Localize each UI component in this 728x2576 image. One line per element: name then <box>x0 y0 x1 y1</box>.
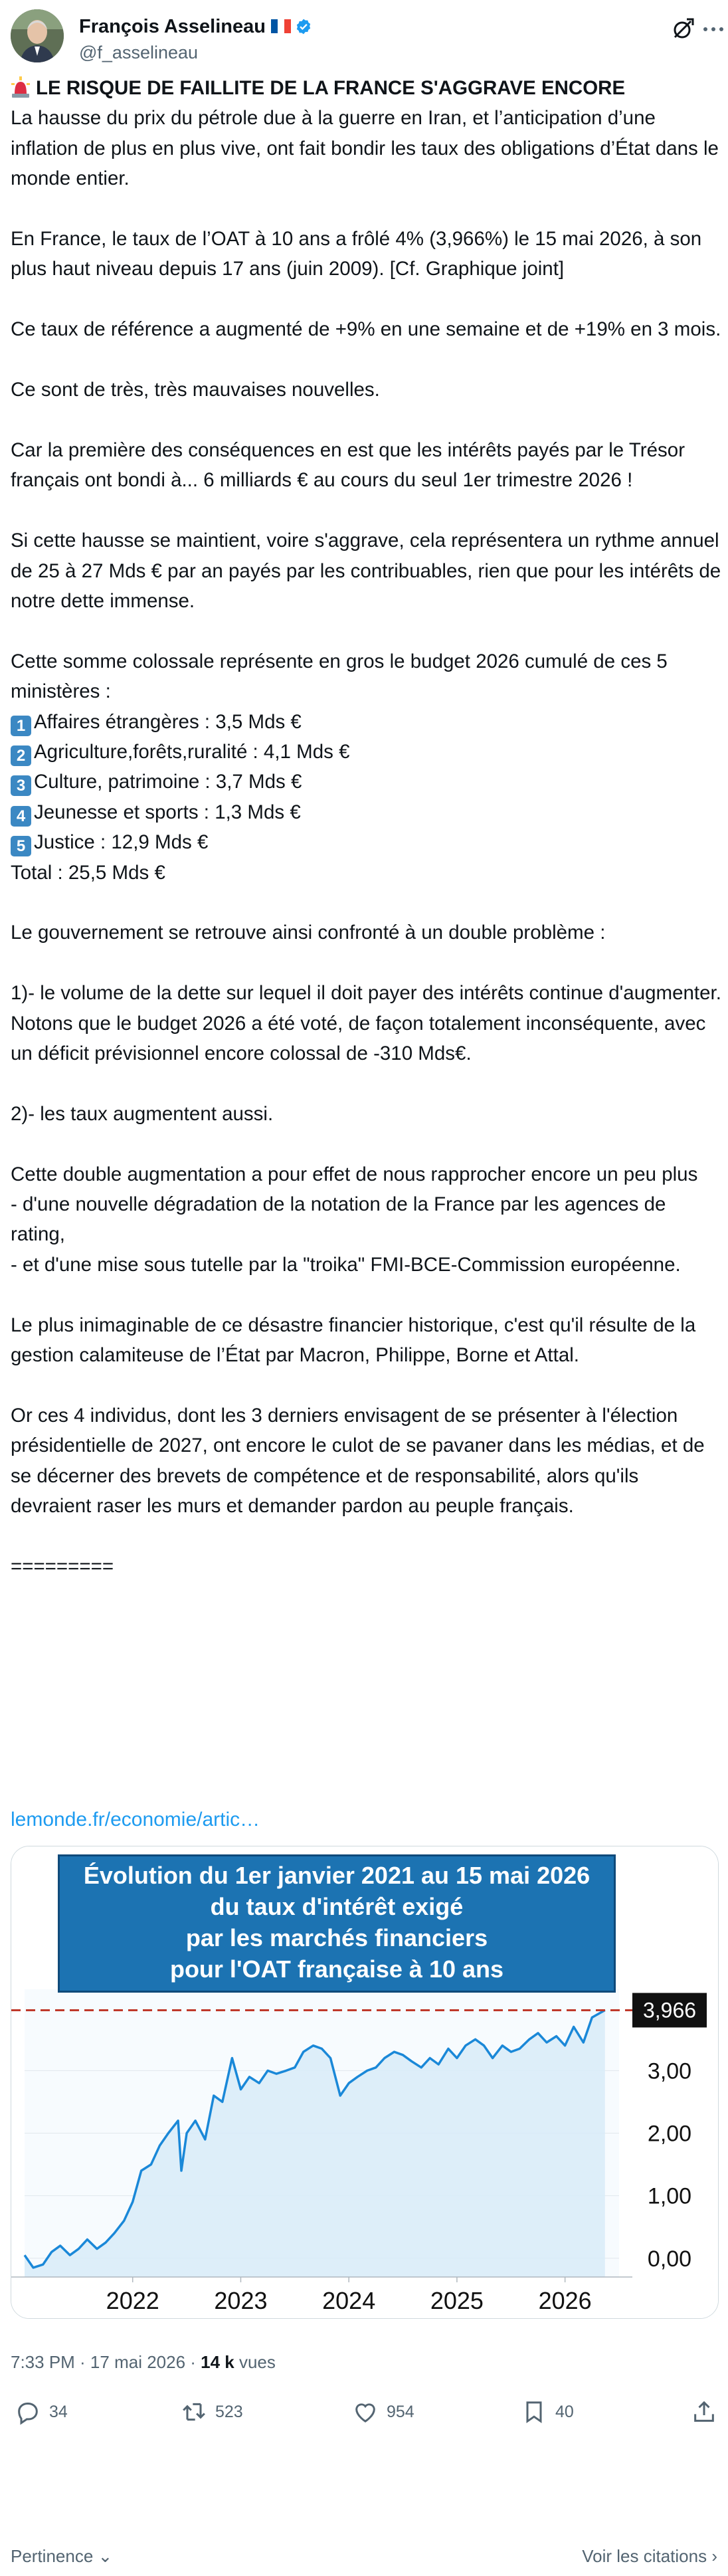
tweet-paragraph: Le plus inimaginable de ce désastre financier historique, c'est qu'il résulte de la gestion calamiteuse de l’État par Macron, Philippe, Borne et Attal. <box>11 1314 701 1367</box>
avatar[interactable] <box>11 9 64 62</box>
keycap-5-icon: 5 <box>11 836 31 856</box>
views-label: vues <box>234 2352 276 2372</box>
tweet-paragraph: Car la première des conséquences en est que les intérêts payés par le Trésor français ont bondi à... 6 milliards € au cours du seul 1er trimestre 2026 ! <box>11 439 691 492</box>
tweet-paragraph: 2)- les taux augmentent aussi. <box>11 1102 274 1125</box>
like-button[interactable] <box>352 2392 414 2432</box>
repost-count: 523 <box>215 2402 243 2421</box>
chevron-down-icon: ⌄ <box>93 2546 113 2566</box>
tweet-timestamp[interactable]: 7:33 PM · 17 mai 2026 · <box>11 2352 201 2372</box>
ministry-item: 2 Agriculture,forêts,ruralité : 4,1 Mds € <box>11 741 349 763</box>
repost-button[interactable] <box>181 2392 243 2432</box>
ministry-item: 4 Jeunesse et sports : 1,3 Mds € <box>11 801 301 823</box>
share-button[interactable] <box>691 2392 725 2432</box>
like-count: 954 <box>387 2402 414 2421</box>
tweet-title: LE RISQUE DE FAILLITE DE LA FRANCE S'AGGRAVE ENCORE <box>36 77 626 99</box>
sort-dropdown[interactable]: Pertinence ⌄ <box>11 2546 113 2566</box>
last-value-label: 3,966 <box>642 1998 697 2023</box>
france-flag-icon <box>271 19 291 33</box>
verified-badge-icon <box>295 18 312 35</box>
chart-image-card[interactable] <box>11 1846 719 2319</box>
tweet-paragraph: Ce taux de référence a augmenté de +9% en une semaine et de +19% en 3 mois. <box>11 318 721 341</box>
x-tick-label: 2024 <box>322 2287 376 2314</box>
separator-line: ========= <box>11 1555 114 1577</box>
y-tick-label: 0,00 <box>647 2246 692 2272</box>
repost-icon <box>181 2399 207 2425</box>
x-tick-label: 2022 <box>106 2287 159 2314</box>
ministry-item: 3 Culture, patrimoine : 3,7 Mds € <box>11 771 302 793</box>
share-icon <box>691 2399 717 2425</box>
chevron-right-icon: › <box>707 2546 717 2566</box>
action-bar <box>0 2392 728 2452</box>
bookmark-icon <box>521 2399 547 2425</box>
x-tick-label: 2025 <box>430 2287 484 2314</box>
keycap-4-icon: 4 <box>11 806 31 827</box>
police-light-icon <box>11 76 31 98</box>
tweet-intro: La hausse du prix du pétrole due à la guerre en Iran, et l’anticipation d’une inflation de plus en plus vive, ont fait bondir les taux des obligations d’État dans le monde entier. <box>11 107 725 190</box>
tweet-body <box>11 73 727 1581</box>
article-link[interactable]: lemonde.fr/economie/artic… <box>11 1809 260 1831</box>
tweet-paragraph: Or ces 4 individus, dont les 3 derniers envisagent de se présenter à l'élection présidentielle de 2027, ont encore le culot de se pavaner dans les médias, et de se décerner des brevets de compétence et de responsabilité, alors qu'ils devraient raser les murs et demander pardon au peuple français. <box>11 1404 710 1518</box>
ministry-item: 5 Justice : 12,9 Mds € <box>11 831 208 853</box>
chart-title: Évolution du 1er janvier 2021 au 15 mai 2026 du taux d'intérêt exigé par les marchés financiers pour l'OAT française à 10 ans <box>83 1862 591 1983</box>
grok-icon[interactable] <box>671 17 695 41</box>
tweet-header <box>11 9 717 62</box>
reply-icon <box>15 2399 41 2425</box>
tweet-paragraph: Si cette hausse se maintient, voire s'aggrave, cela représentera un rythme annuel de 25 à 27 Mds € par an payés par les contribuables, rien que pour les intérêts de notre dette immense. <box>11 530 727 612</box>
more-options-icon[interactable] <box>701 21 725 37</box>
x-tick-label: 2026 <box>538 2287 592 2314</box>
author-name[interactable]: François Asselineau <box>79 16 312 38</box>
keycap-3-icon: 3 <box>11 775 31 796</box>
ministry-item: 1 Affaires étrangères : 3,5 Mds € <box>11 711 302 733</box>
keycap-1-icon: 1 <box>11 716 31 736</box>
tweet-meta <box>11 2352 276 2373</box>
tweet-paragraph: Ce sont de très, très mauvaises nouvelles. <box>11 379 380 401</box>
reply-count: 34 <box>49 2402 68 2421</box>
tweet-paragraph: Cette double augmentation a pour effet de nous rapprocher encore un peu plus - d'une nouvelle dégradation de la notation de la France par les agences de rating, - et d'une mise sous tutelle par la "troika" FMI-BCE-Commission européenne. <box>11 1163 698 1276</box>
views-count: 14 k <box>201 2352 234 2372</box>
author-handle[interactable]: @f_asselineau <box>79 43 199 62</box>
y-tick-label: 2,00 <box>647 2121 692 2147</box>
bookmark-count: 40 <box>555 2402 574 2421</box>
tweet-paragraph: Le gouvernement se retrouve ainsi confronté à un double problème : <box>11 922 606 944</box>
bookmark-button[interactable] <box>521 2392 574 2432</box>
view-quotes-link[interactable]: Voir les citations › <box>582 2546 717 2566</box>
tweet-paragraph: 1)- le volume de la dette sur lequel il doit payer des intérêts continue d'augmenter. Notons que le budget 2026 a été voté, de façon totalement inconséquente, avec un déficit prévisionnel encore colossal de -310 Mds€. <box>11 982 721 1064</box>
ministry-total: Total : 25,5 Mds € <box>11 861 165 884</box>
heart-icon <box>352 2399 379 2425</box>
x-tick-label: 2023 <box>214 2287 268 2314</box>
y-tick-label: 3,00 <box>647 2058 692 2084</box>
y-tick-label: 1,00 <box>647 2183 692 2209</box>
keycap-2-icon: 2 <box>11 745 31 766</box>
tweet-paragraph: Cette somme colossale représente en gros le budget 2026 cumulé de ces 5 ministères : <box>11 650 674 703</box>
reply-button[interactable] <box>15 2392 68 2432</box>
tweet-paragraph: En France, le taux de l’OAT à 10 ans a frôlé 4% (3,966%) le 15 mai 2026, à son plus haut niveau depuis 17 ans (juin 2009). [Cf. Graphique joint] <box>11 228 707 280</box>
